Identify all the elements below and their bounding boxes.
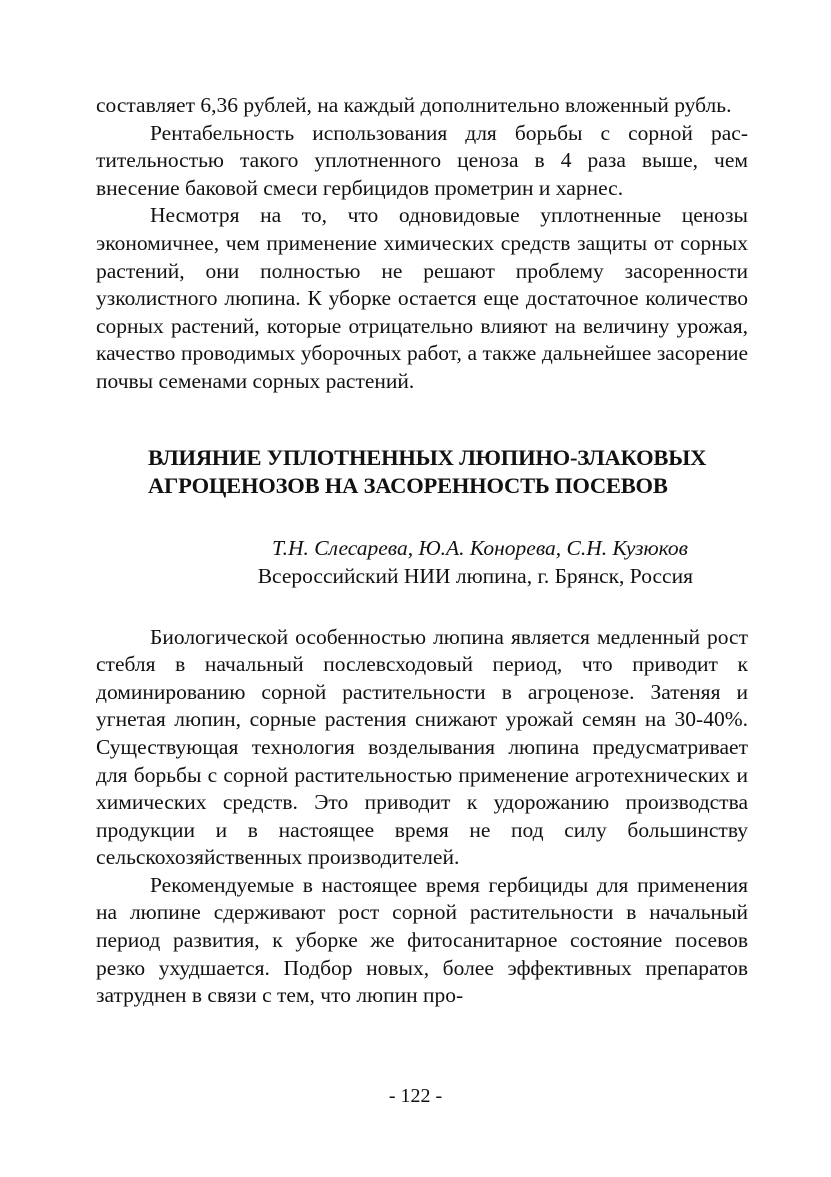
document-page bbox=[96, 92, 748, 1010]
article-paragraph-2: Рекомендуемые в настоящее время гербициды для применения на люпине сдерживают рост сорной растительности в начальный период развития, к уборке же фитосанитарное состояние посевов резко ухудшается. Подбор новых, более эффективных препаратов затруднен в связи с тем, что люпин про- bbox=[96, 872, 748, 1008]
page-number: - 122 - bbox=[388, 1085, 443, 1107]
article-affiliation: Всероссийский НИИ люпина, г. Брянск, Россия bbox=[257, 563, 693, 588]
article-title-line-1: ВЛИЯНИЕ УПЛОТНЕННЫХ ЛЮПИНО-ЗЛАКОВЫХ bbox=[148, 444, 707, 470]
section-spacer bbox=[96, 590, 748, 624]
article-title bbox=[96, 444, 748, 500]
continuation-paragraph-2: Рентабельность использования для борьбы с сорной растительностью такого уплотненного ценоза в 4 раза выше, чем внесение баковой смеси гербицидов прометрин и харнес. bbox=[96, 120, 748, 200]
article-paragraph-1: Биологической особенностью люпина является медленный рост стебля в начальный послевсходовый период, что приводит к доминированию сорной растительности в агроценозе. Затеняя и угнетая люпин, сорные растения снижают урожай семян на 30-40%. Существующая технология возделывания люпина предусматривает для борьбы с сорной растительностью применение агротехнических и химических средств. Это приводит к удорожанию производства продукции и в настоящее время не под силу большинству сельскохозяйственных производителей. bbox=[96, 624, 748, 870]
article-title-line-2: АГРОЦЕНОЗОВ НА ЗАСОРЕННОСТЬ ПОСЕВОВ bbox=[148, 472, 668, 498]
article-authors: Т.Н. Слесарева, Ю.А. Конорева, С.Н. Кузюков bbox=[271, 535, 688, 560]
continuation-paragraph-3: Несмотря на то, что одновидовые уплотненные ценозы экономичнее, чем применение химических средств защиты от сорных растений, они полностью не решают проблему засоренности узколистного люпина. К уборке остается еще достаточное количество сорных растений, которые отрицательно влияют на величину урожая, качество проводимых уборочных работ, а также дальнейшее засорение почвы семенами сорных растений. bbox=[96, 203, 748, 393]
continuation-paragraph-1: составляет 6,36 рублей, на каждый дополнительно вложенный рубль. bbox=[96, 93, 732, 117]
